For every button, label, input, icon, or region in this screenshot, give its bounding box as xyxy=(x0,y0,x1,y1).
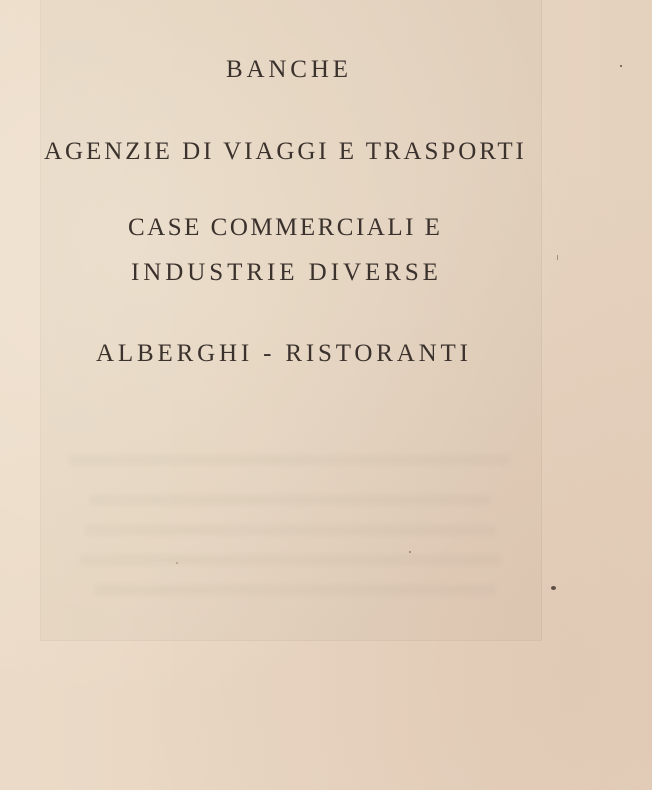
category-alberghi-ristoranti: ALBERGHI - RISTORANTI xyxy=(96,340,472,367)
paper-speck xyxy=(176,562,178,564)
paper-speck xyxy=(620,65,622,67)
category-case-commerciali-line-2: INDUSTRIE DIVERSE xyxy=(131,259,442,286)
bleed-through-band xyxy=(80,555,500,565)
bleed-through-band xyxy=(90,495,490,505)
paper-speck xyxy=(557,255,558,260)
bleed-through-band xyxy=(70,455,510,465)
bleed-through-shadow xyxy=(40,0,542,641)
paper-speck xyxy=(409,551,411,553)
category-case-commerciali-line-1: CASE COMMERCIALI E xyxy=(128,214,443,241)
bleed-through-band xyxy=(85,525,495,535)
paper-speck xyxy=(551,586,556,590)
category-banche: BANCHE xyxy=(226,56,352,83)
bleed-through-band xyxy=(95,585,495,595)
category-agenzie-viaggi-trasporti: AGENZIE DI VIAGGI E TRASPORTI xyxy=(44,138,527,165)
